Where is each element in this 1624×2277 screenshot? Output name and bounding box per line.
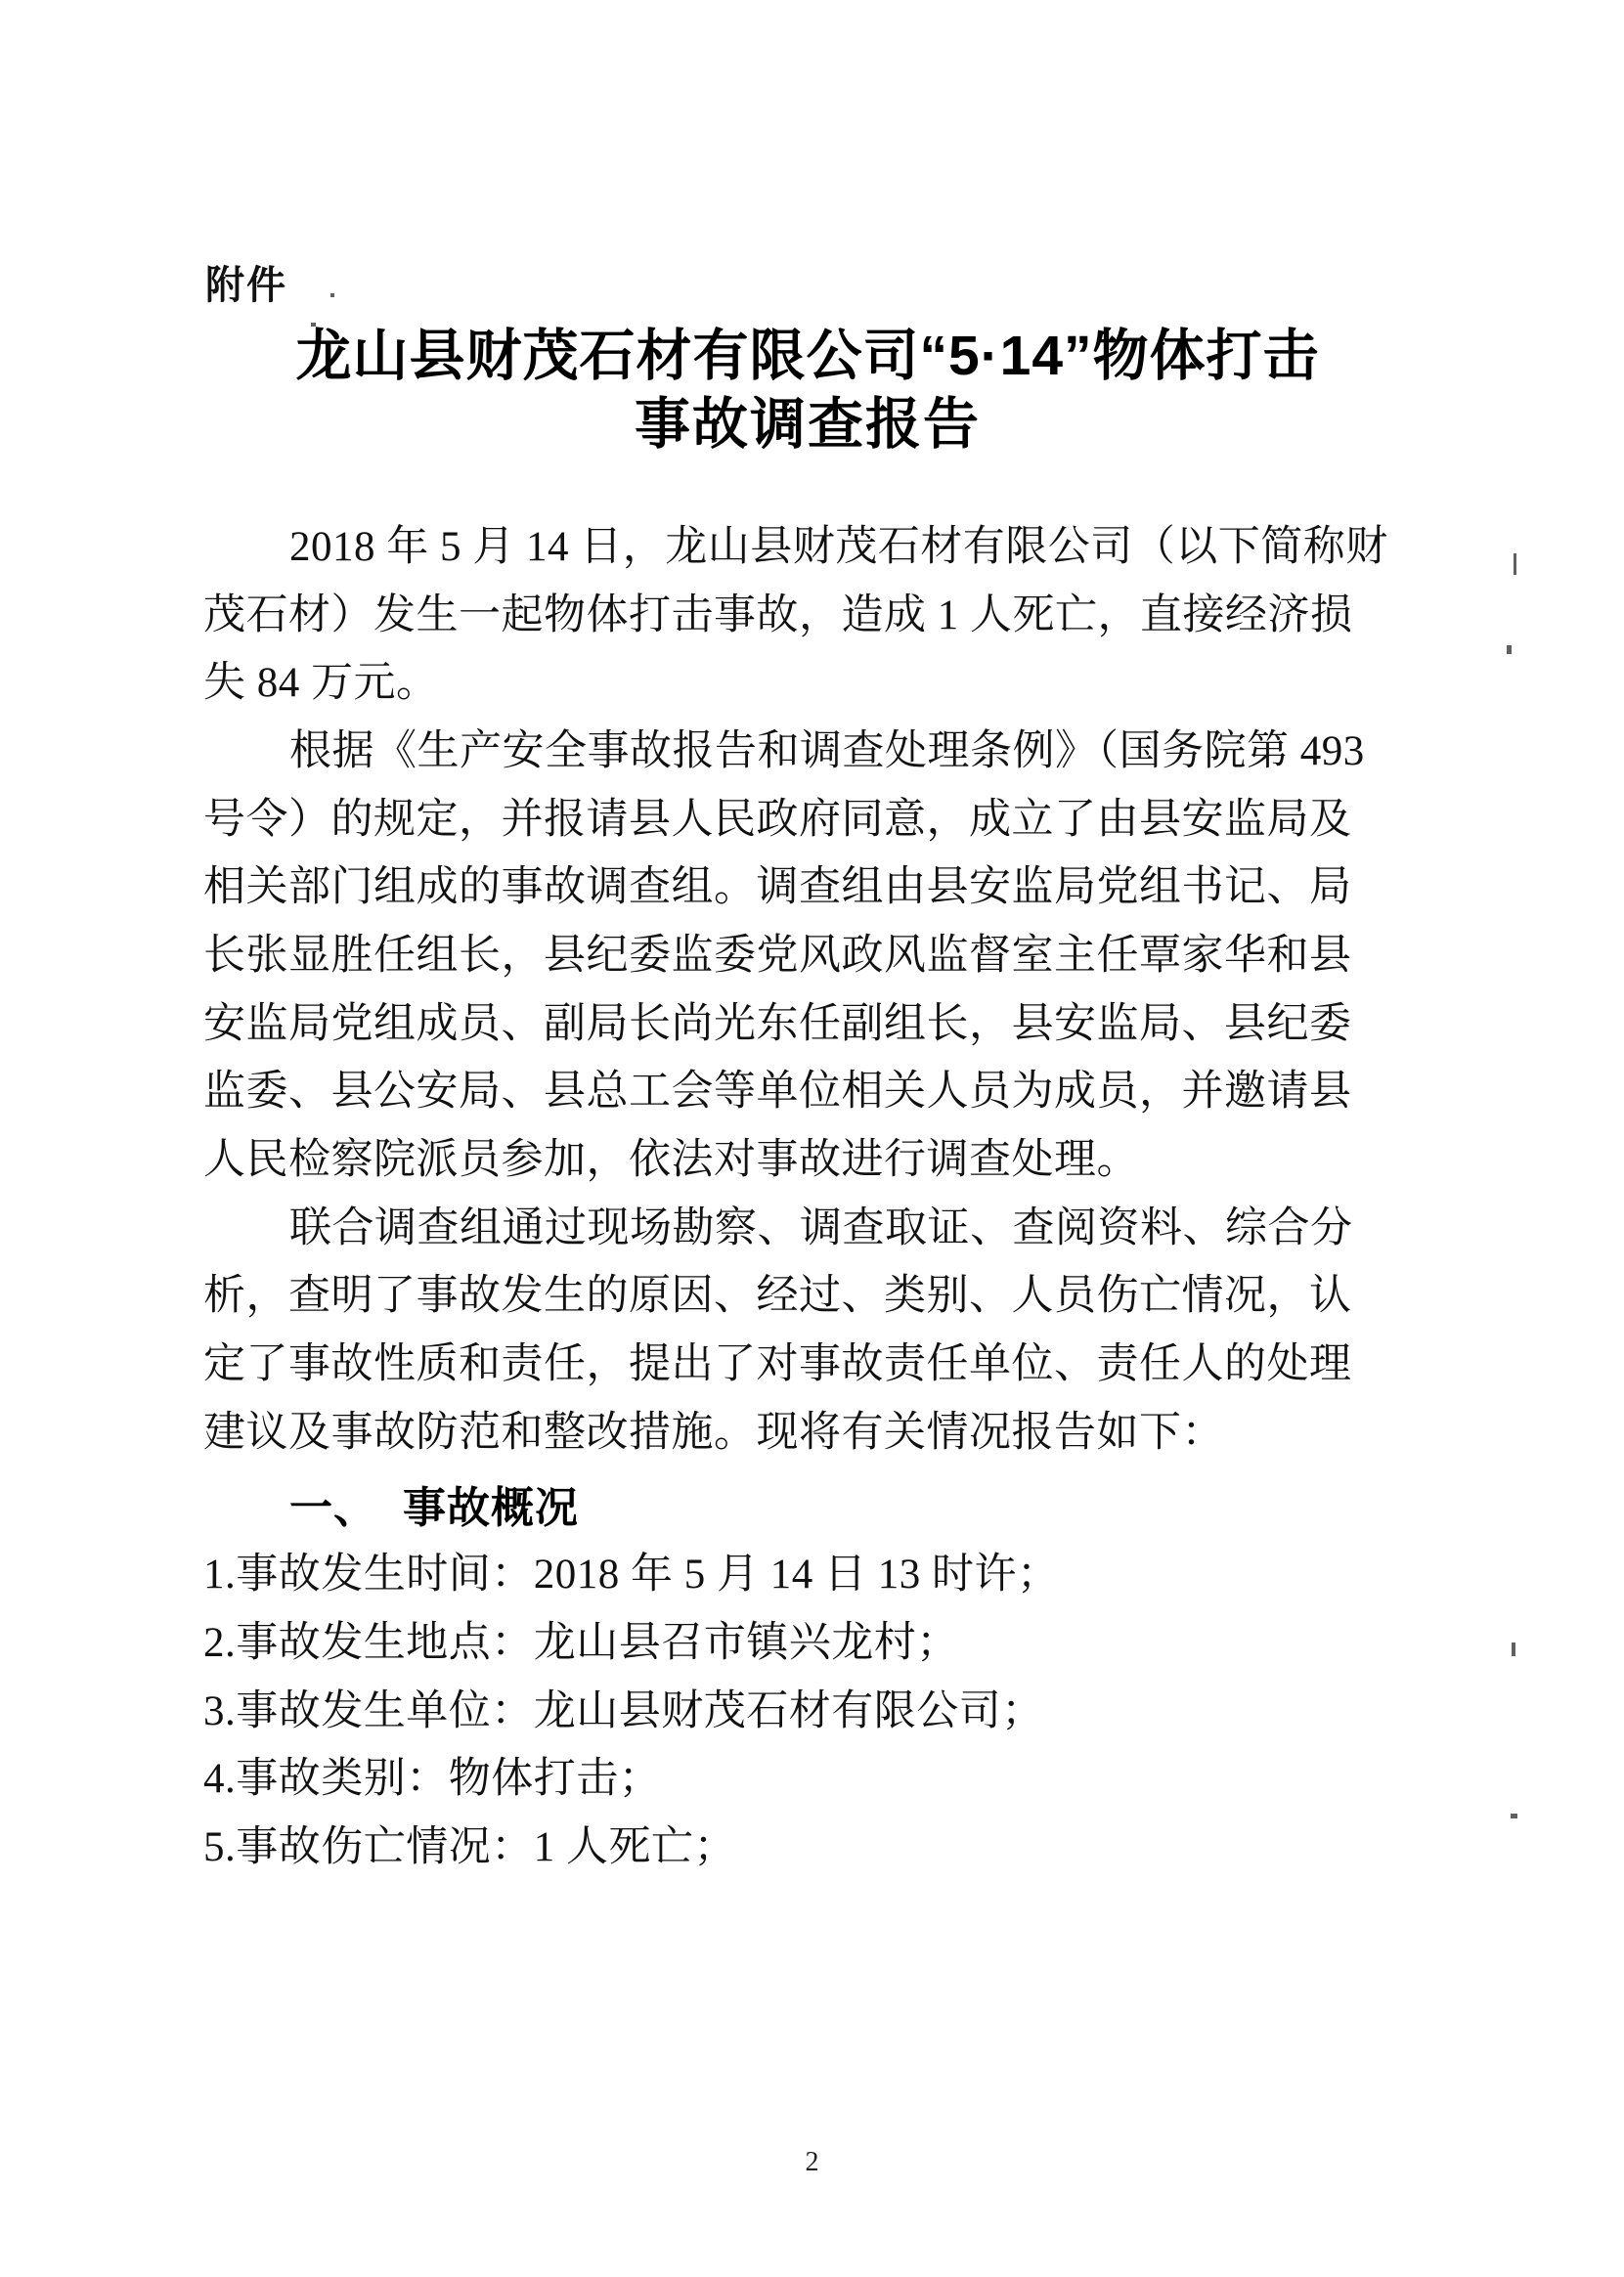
paragraph-3-line-4: 建议及事故防范和整改措施。现将有关情况报告如下： bbox=[203, 1409, 1224, 1456]
paragraph-1-line-2: 茂石材）发生一起物体打击事故，造成 1 人死亡，直接经济损 bbox=[203, 591, 1353, 638]
title-line-1: 龙山县财茂石材有限公司“5·14”物体打击 bbox=[295, 325, 1320, 387]
section-title: 事故概况 bbox=[403, 1484, 579, 1533]
list-item: 3.事故发生单位：龙山县财茂石材有限公司； bbox=[203, 1687, 1044, 1734]
paragraph-1-line-3: 失 84 万元。 bbox=[203, 660, 439, 707]
paragraph-2-line-7: 人民检察院派员参加，依法对事故进行调查处理。 bbox=[203, 1136, 1139, 1183]
paragraph-1 bbox=[203, 513, 1426, 718]
paragraph-3-line-2: 析，查明了事故发生的原因、经过、类别、人员伤亡情况，认 bbox=[203, 1273, 1352, 1320]
paragraph-2-line-5: 安监局党组成员、副局长尚光东任副组长，县安监局、县纪委 bbox=[203, 1000, 1352, 1047]
paragraph-1-line-1-text: 2018 年 5 月 14 日，龙山县财茂石材有限公司（以下简称财 bbox=[289, 524, 1388, 571]
accident-overview-list bbox=[203, 1541, 1426, 1881]
scan-speckle bbox=[1512, 1642, 1515, 1656]
list-item: 4.事故类别：物体打击； bbox=[203, 1756, 662, 1803]
paragraph-2-line-1 bbox=[203, 718, 1426, 786]
title-line-2: 事故调查报告 bbox=[635, 392, 981, 456]
scan-speckle bbox=[1511, 1814, 1517, 1818]
body-text bbox=[203, 513, 1426, 1881]
page-title bbox=[203, 323, 1426, 459]
attachment-label: 附件 bbox=[205, 264, 287, 307]
list-item: 1.事故发生时间：2018 年 5 月 14 日 13 时许； bbox=[203, 1552, 1060, 1598]
paragraph-2 bbox=[203, 718, 1426, 1195]
section-heading-one bbox=[203, 1476, 1426, 1541]
paragraph-2-line-6: 监委、县公安局、县总工会等单位相关人员为成员，并邀请县 bbox=[203, 1069, 1352, 1116]
paragraph-2-line-3: 相关部门组成的事故调查组。调查组由县安监局党组书记、局 bbox=[203, 864, 1352, 911]
list-item: 5.事故伤亡情况：1 人死亡； bbox=[203, 1823, 736, 1870]
page-number: 2 bbox=[805, 2147, 819, 2177]
paragraph-2-line-4: 长张显胜任组长，县纪委监委党风政风监督室主任覃家华和县 bbox=[203, 933, 1352, 979]
paragraph-3-line-3: 定了事故性质和责任，提出了对事故责任单位、责任人的处理 bbox=[203, 1340, 1352, 1387]
section-number: 一、 bbox=[289, 1484, 377, 1533]
paragraph-3-line-1-text: 联合调查组通过现场勘察、调查取证、查阅资料、综合分 bbox=[289, 1204, 1353, 1251]
document-body bbox=[203, 266, 1426, 1882]
paragraph-2-line-2: 号令）的规定，并报请县人民政府同意，成立了由县安监局及 bbox=[203, 796, 1352, 843]
scan-speckle bbox=[1514, 553, 1516, 575]
paragraph-2-line-1-text: 根据《生产安全事故报告和调查处理条例》（国务院第 493 bbox=[289, 728, 1365, 775]
list-item: 2.事故发生地点：龙山县召市镇兴龙村； bbox=[203, 1619, 959, 1666]
paragraph-3 bbox=[203, 1195, 1426, 1467]
paragraph-1-line-1 bbox=[203, 513, 1426, 582]
scan-speckle bbox=[1507, 645, 1512, 654]
paragraph-3-line-1 bbox=[203, 1195, 1426, 1263]
